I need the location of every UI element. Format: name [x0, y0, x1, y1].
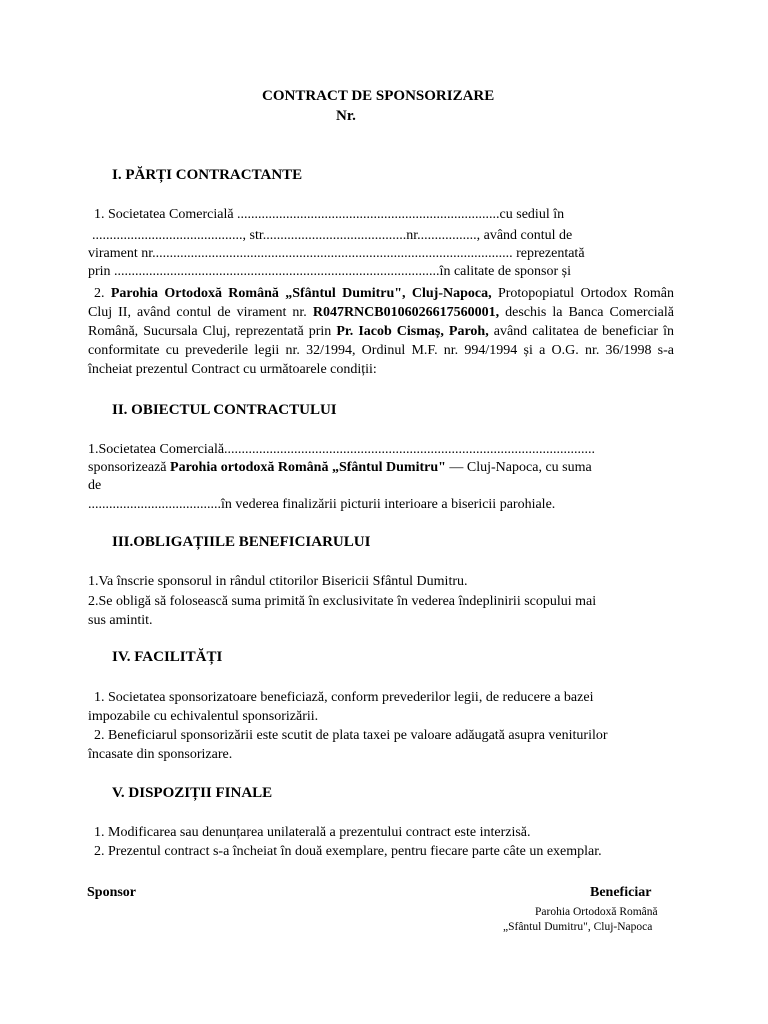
object-beneficiary-name: Parohia ortodoxă Română „Sfântul Dumitru"	[170, 460, 446, 475]
object-line: de	[88, 478, 102, 493]
object-text: — Cluj-Napoca, cu suma	[445, 460, 592, 475]
object-line: ......................................în vederea finalizării picturii interioare a bisericii parohiale.	[88, 497, 556, 512]
facility-line: 2. Beneficiarul sponsorizării este scutit de plata taxei pe valoare adăugată asupra veniturilor	[94, 728, 608, 743]
final-provision-line: 2. Prezentul contract s-a încheiat în două exemplare, pentru fiecare parte câte un exemplar.	[94, 844, 602, 859]
section-heading-parti: I. PĂRȚI CONTRACTANTE	[112, 167, 303, 183]
party2-text: având calitatea de beneficiar în conformitate cu prevederile legii nr. 32/1994, Ordinul M.F. nr. 994/1994 și a O.G. nr. 36/1998 s-a încheiat prezentul Contract cu următoarele condiții:	[88, 324, 674, 377]
party2-representative: Pr. Iacob Cismaș, Paroh,	[336, 324, 489, 339]
party1-line: ..........................................., str.........................................nr................., având contul de	[92, 228, 573, 243]
party2-account: R047RNCB0106026617560001,	[312, 305, 500, 320]
final-provision-line: 1. Modificarea sau denunțarea unilaterală a prezentului contract este interzisă.	[94, 825, 531, 840]
party2-text: deschis la Banca Comercială Română, Sucursala Cluj, reprezentată prin	[88, 305, 674, 339]
object-line: 1.Societatea Comercială..........................................................................................................	[88, 442, 596, 457]
section-heading-obligatii: III.OBLIGAȚIILE BENEFICIARULUI	[112, 534, 371, 550]
party1-line: 1. Societatea Comercială ...........................................................................cu sediul în	[94, 207, 565, 222]
beneficiary-name-line: „Sfântul Dumitru", Cluj-Napoca	[503, 921, 653, 933]
beneficiary-name-line: Parohia Ortodoxă Română	[535, 906, 658, 918]
section-heading-dispozitii: V. DISPOZIȚII FINALE	[112, 785, 273, 801]
party2-text: Protopopiatul Ortodox Român Cluj II, având contul de virament nr.	[88, 286, 674, 320]
party1-line: virament nr....................................................................................................... reprezentată	[88, 246, 585, 261]
object-line	[88, 458, 592, 477]
party2-number: 2.	[94, 286, 111, 301]
obligation-line: 2.Se obligă să folosească suma primită în exclusivitate în vederea îndeplinirii scopului mai	[88, 594, 597, 609]
party2-name: Parohia Ortodoxă Română „Sfântul Dumitru", Cluj-Napoca,	[110, 286, 492, 301]
facility-line: 1. Societatea sponsorizatoare beneficiază, conform prevederilor legii, de reducere a bazei	[94, 690, 594, 705]
party2-paragraph	[88, 284, 674, 379]
party1-line: prin .............................................................................................în calitate de sponsor și	[88, 264, 571, 279]
document-title: CONTRACT DE SPONSORIZARE	[262, 88, 495, 104]
sponsor-signature-label: Sponsor	[87, 885, 137, 900]
obligation-line: sus amintit.	[88, 613, 153, 628]
facility-line: impozabile cu echivalentul sponsorizării.	[88, 709, 319, 724]
facility-line: încasate din sponsorizare.	[88, 747, 233, 762]
obligation-line: 1.Va înscrie sponsorul in rândul ctitorilor Bisericii Sfântul Dumitru.	[88, 574, 468, 589]
beneficiary-signature-label: Beneficiar	[590, 885, 652, 900]
object-text: sponsorizează	[88, 460, 171, 475]
contract-number-label: Nr.	[336, 108, 356, 124]
section-heading-facilitati: IV. FACILITĂȚI	[112, 649, 223, 665]
section-heading-obiect: II. OBIECTUL CONTRACTULUI	[112, 402, 337, 418]
